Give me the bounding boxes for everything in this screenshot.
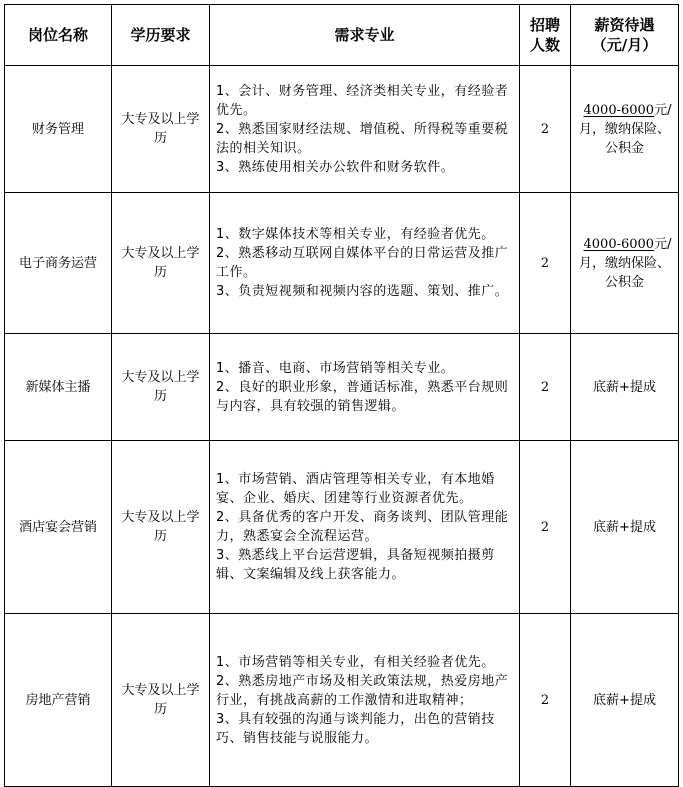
requirement-line: 3、负责短视频和视频内容的选题、策划、推广。	[216, 284, 509, 299]
requirement-line: 1、市场营销、酒店管理等相关专业，有本地婚宴、企业、婚庆、团建等行业资源者优先。	[216, 472, 495, 506]
requirement-line: 2、良好的职业形象，普通话标准，熟悉平台规则与内容，具有较强的销售逻辑。	[216, 379, 509, 414]
salary-cell	[571, 193, 679, 334]
header-headcount-line2: 人数	[529, 36, 560, 54]
table-row	[5, 334, 679, 441]
header-position: 岗位名称	[5, 5, 112, 66]
salary-text: 元/月，缴纳保险、公积金	[578, 236, 672, 290]
requirement-line: 3、熟悉线上平台运营逻辑，具备短视频拍摄剪辑、文案编辑及线上获客能力。	[216, 548, 495, 582]
requirement-line: 2、具备优秀的客户开发、商务谈判、团队管理能力，熟悉宴会全流程运营。	[216, 510, 509, 544]
table-row	[5, 614, 679, 787]
salary-text: 元/月，缴纳保险、公积金	[578, 102, 672, 156]
requirements-cell	[210, 193, 520, 334]
header-requirements: 需求专业	[210, 5, 520, 66]
requirement-line: 2、熟悉房地产市场及相关政策法规，热爱房地产行业，有挑战高薪的工作激情和进取精神；	[216, 673, 509, 708]
salary-cell	[571, 66, 679, 193]
table-row	[5, 66, 679, 193]
position-cell: 电子商务运营	[5, 193, 112, 334]
salary-range: 4000-6000	[583, 102, 655, 118]
position-cell: 房地产营销	[5, 614, 112, 787]
headcount-cell: 2	[520, 334, 571, 441]
table-row	[5, 193, 679, 334]
header-headcount	[520, 5, 571, 66]
header-education: 学历要求	[112, 5, 210, 66]
salary-cell	[571, 441, 679, 614]
header-row	[5, 5, 679, 66]
education-cell: 大专及以上学历	[112, 441, 210, 614]
requirement-line: 1、会计、财务管理、经济类相关专业，有经验者优先。	[216, 83, 509, 118]
salary-text: 底薪+提成	[593, 519, 656, 535]
position-cell: 酒店宴会营销	[5, 441, 112, 614]
header-salary	[571, 5, 679, 66]
headcount-cell: 2	[520, 66, 571, 193]
headcount-cell: 2	[520, 614, 571, 787]
requirements-cell	[210, 614, 520, 787]
salary-cell	[571, 334, 679, 441]
education-cell: 大专及以上学历	[112, 66, 210, 193]
requirements-cell	[210, 66, 520, 193]
header-salary-line1: 薪资待遇	[594, 16, 655, 34]
headcount-cell: 2	[520, 193, 571, 334]
requirement-line: 2、熟悉国家财经法规、增值税、所得税等重要税法的相关知识。	[216, 121, 509, 156]
position-cell: 新媒体主播	[5, 334, 112, 441]
requirements-cell	[210, 441, 520, 614]
salary-range: 4000-6000	[583, 236, 655, 252]
requirement-line: 1、播音、电商、市场营销等相关专业。	[216, 360, 455, 376]
requirement-line: 3、熟练使用相关办公软件和财务软件。	[216, 159, 455, 175]
education-cell: 大专及以上学历	[112, 614, 210, 787]
position-cell: 财务管理	[5, 66, 112, 193]
requirement-line: 3、具有较强的沟通与谈判能力，出色的营销技巧、销售技能与说服能力。	[216, 711, 495, 746]
headcount-cell: 2	[520, 441, 571, 614]
salary-cell	[571, 614, 679, 787]
requirement-line: 1、市场营销等相关专业，有相关经验者优先。	[216, 654, 495, 670]
requirement-line: 2、熟悉移动互联网自媒体平台的日常运营及推广工作。	[216, 246, 509, 280]
table-row	[5, 441, 679, 614]
header-headcount-line1: 招聘	[529, 16, 560, 34]
header-salary-line2: （元/月）	[591, 36, 658, 54]
education-cell: 大专及以上学历	[112, 193, 210, 334]
requirement-line: 1、数字媒体技术等相关专业，有经验者优先。	[216, 227, 495, 242]
requirements-cell	[210, 334, 520, 441]
salary-text: 底薪+提成	[593, 692, 656, 708]
education-cell: 大专及以上学历	[112, 334, 210, 441]
salary-text: 底薪+提成	[593, 379, 656, 395]
job-table	[4, 4, 679, 787]
